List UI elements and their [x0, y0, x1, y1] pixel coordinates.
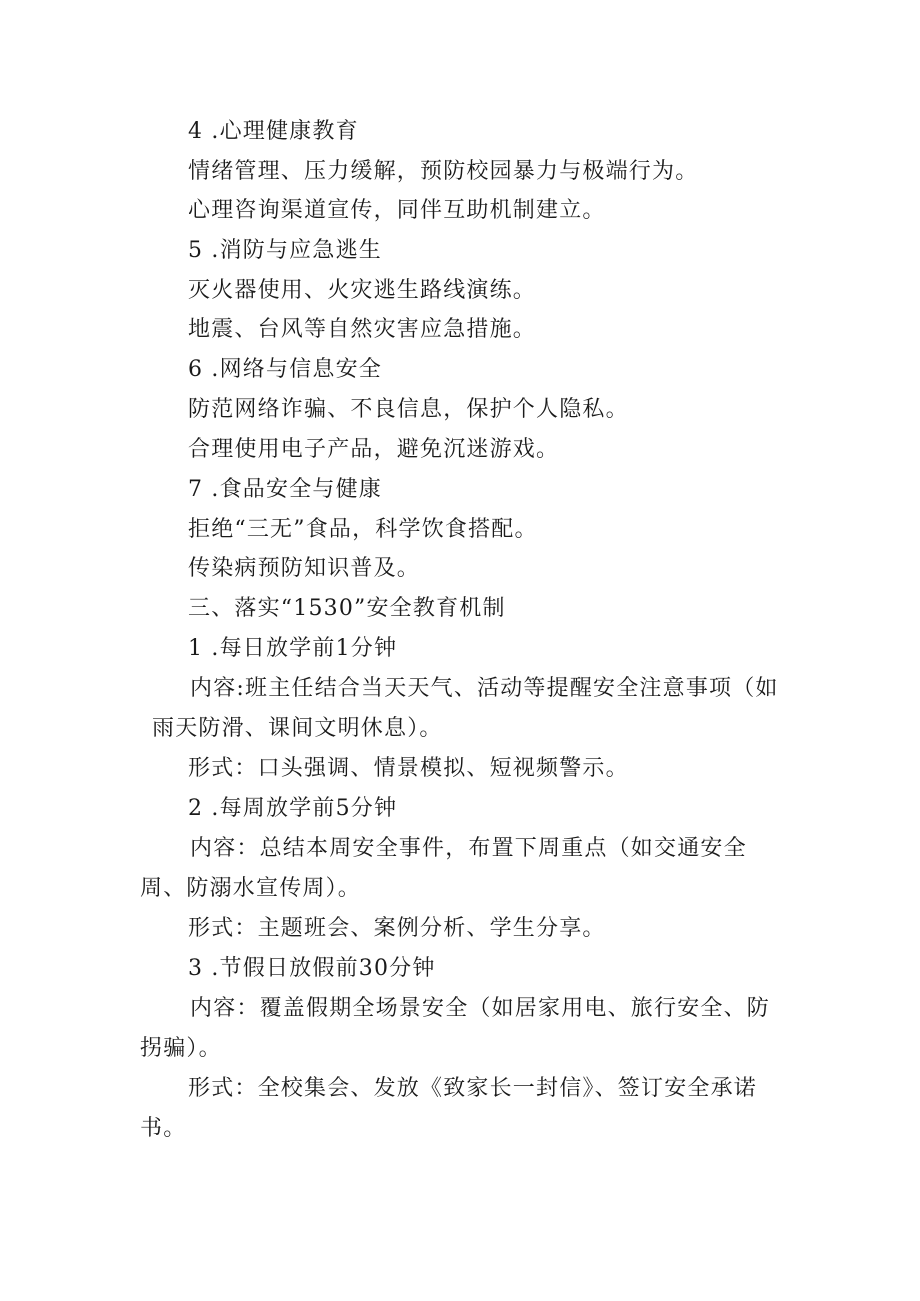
subheading-3: 3 .节假日放假前30分钟 [188, 956, 436, 981]
heading-7: 7 .食品安全与健康 [188, 477, 382, 502]
paragraph-line: 合理使用电子产品，避免沉迷游戏。 [188, 437, 560, 462]
paragraph-line: 拒绝“三无”食品，科学饮食搭配。 [188, 517, 538, 542]
paragraph-line: 周、防溺水宣传周）。 [140, 876, 362, 901]
paragraph-line: 内容：覆盖假期全场景安全（如居家用电、旅行安全、防 [190, 996, 771, 1021]
subheading-1: 1 .每日放学前1分钟 [188, 636, 398, 661]
paragraph-line: 书。 [140, 1116, 187, 1141]
paragraph-line: 内容：总结本周安全事件，布置下周重点（如交通安全 [190, 836, 747, 861]
paragraph-line: 防范网络诈骗、不良信息，保护个人隐私。 [188, 397, 629, 422]
paragraph-line: 形式：主题班会、案例分析、学生分享。 [188, 916, 606, 941]
paragraph-line: 心理咨询渠道宣传，同伴互助机制建立。 [188, 198, 606, 223]
heading-4: 4 .心理健康教育 [188, 119, 359, 144]
section-heading-3: 三、落实“1530”安全教育机制 [188, 596, 506, 621]
subheading-2: 2 .每周放学前5分钟 [188, 796, 398, 821]
paragraph-line: 情绪管理、压力缓解，预防校园暴力与极端行为。 [188, 159, 699, 184]
paragraph-line: 内容:班主任结合当天天气、活动等提醒安全注意事项（如 [190, 676, 779, 701]
paragraph-line: 形式：口头强调、情景模拟、短视频警示。 [188, 756, 629, 781]
heading-5: 5 .消防与应急逃生 [188, 238, 382, 263]
paragraph-line: 雨天防滑、课间文明休息）。 [152, 716, 443, 741]
heading-6: 6 .网络与信息安全 [188, 357, 382, 382]
paragraph-line: 拐骗）。 [140, 1036, 222, 1061]
paragraph-line: 灭火器使用、火灾逃生路线演练。 [188, 278, 537, 303]
paragraph-line: 传染病预防知识普及。 [188, 556, 421, 581]
paragraph-line: 形式：全校集会、发放《致家长一封信》、签订安全承诺 [188, 1076, 758, 1101]
paragraph-line: 地震、台风等自然灾害应急措施。 [188, 317, 537, 342]
